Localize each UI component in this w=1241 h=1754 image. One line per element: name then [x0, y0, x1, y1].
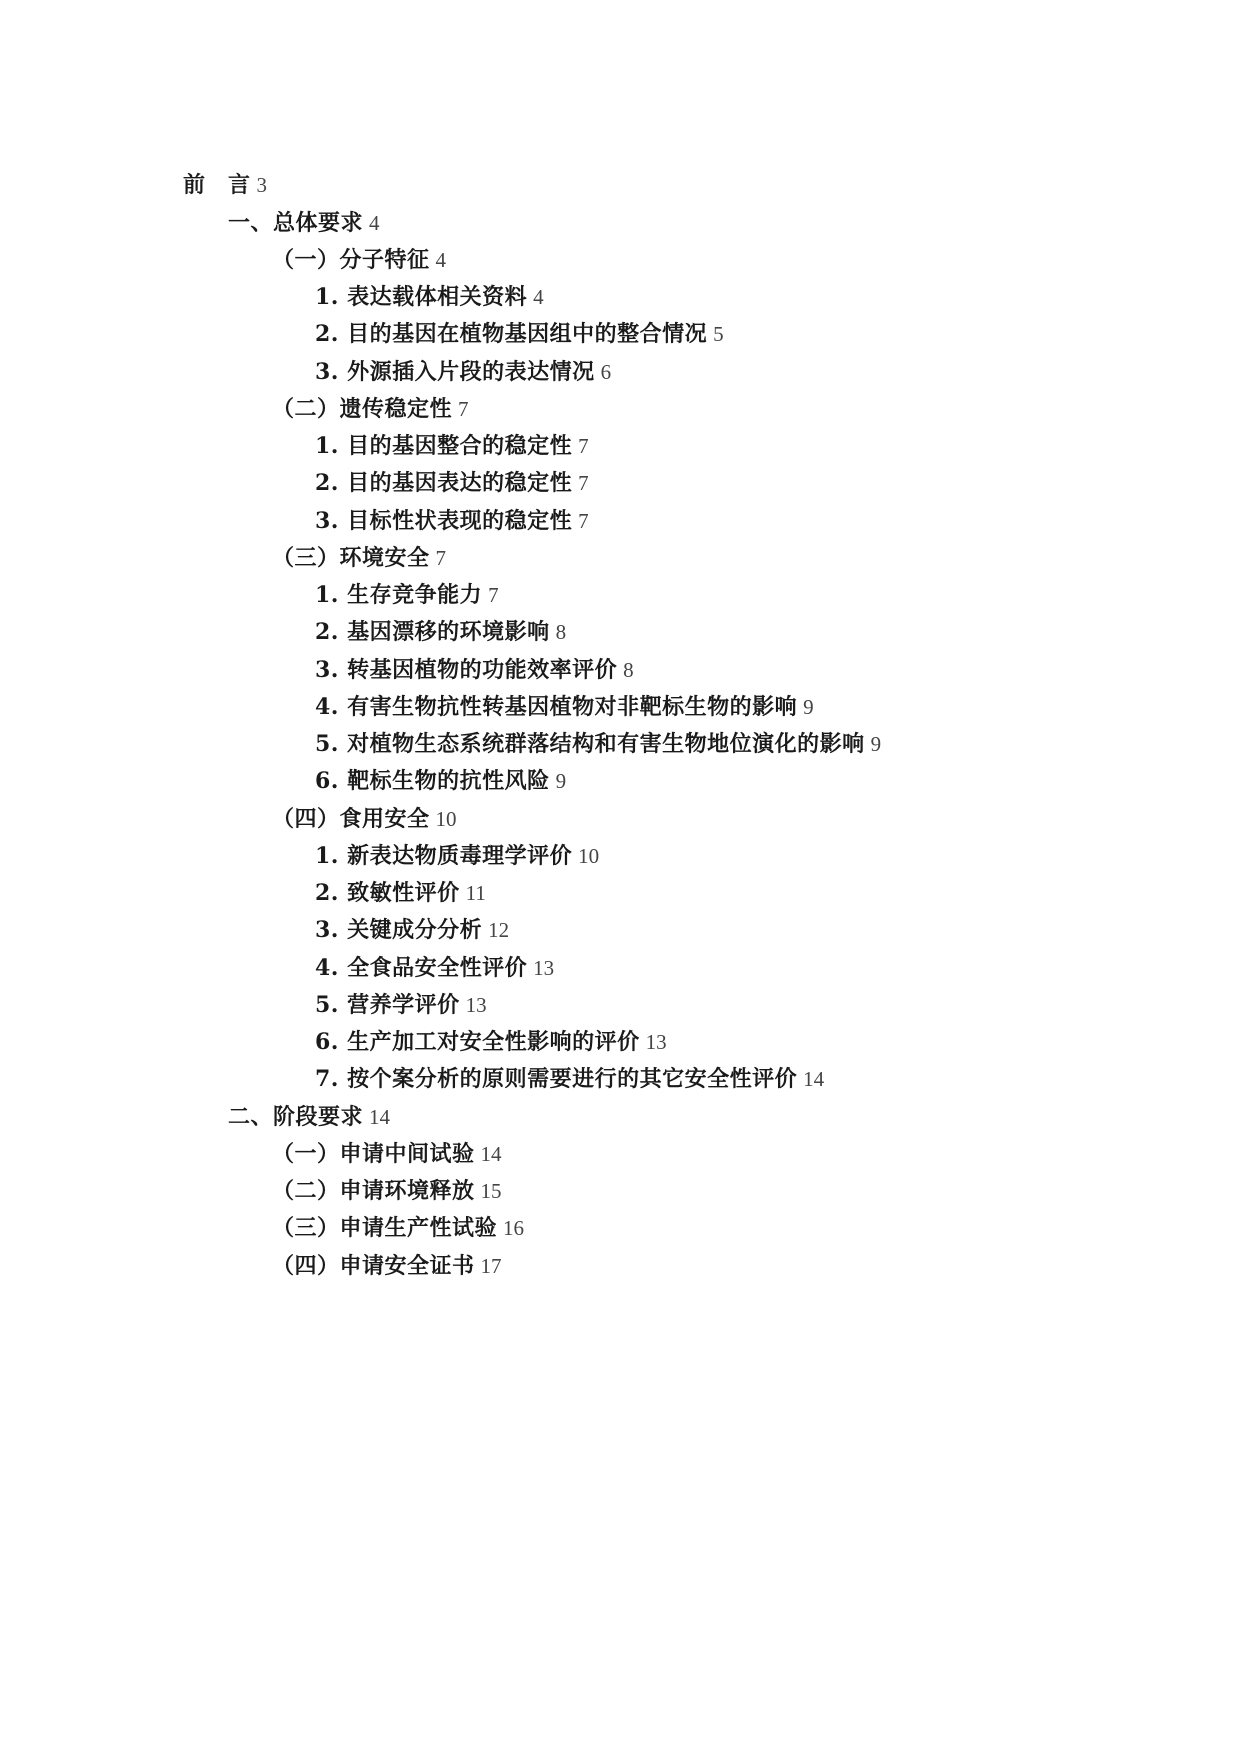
- toc-entry-general-requirements[interactable]: [228, 210, 380, 236]
- toc-entry[interactable]: [272, 1253, 502, 1279]
- toc-entry[interactable]: [315, 582, 499, 608]
- toc-entry-title: 4. 有害生物抗性转基因植物对非靶标生物的影响: [315, 694, 798, 720]
- toc-entry-page: 7: [578, 509, 589, 533]
- toc-entry[interactable]: [315, 917, 509, 943]
- toc-entry-page: 11: [465, 881, 486, 905]
- toc-entry-title: 1. 生存竞争能力: [315, 582, 483, 608]
- toc-entry-page: 13: [645, 1030, 667, 1054]
- toc-entry-page: 17: [480, 1254, 502, 1278]
- toc-entry[interactable]: [315, 1029, 667, 1055]
- toc-entry-title: 2. 目的基因在植物基因组中的整合情况: [315, 321, 708, 347]
- toc-entry-title: 3. 转基因植物的功能效率评价: [315, 657, 618, 683]
- toc-entry[interactable]: [315, 433, 589, 459]
- toc-entry-page: 4: [369, 211, 380, 235]
- toc-entry-title: 3. 关键成分分析: [315, 917, 483, 943]
- toc-entry-page: 14: [480, 1142, 502, 1166]
- toc-entry-page: 12: [488, 918, 510, 942]
- toc-entry-title: 6. 生产加工对安全性影响的评价: [315, 1029, 640, 1055]
- toc-entry-page: 9: [803, 695, 814, 719]
- toc-entry-title: 5. 对植物生态系统群落结构和有害生物地位演化的影响: [315, 731, 865, 757]
- toc-entry-page: 7: [458, 397, 469, 421]
- toc-entry-page: 3: [256, 173, 268, 197]
- toc-entry[interactable]: [315, 694, 814, 720]
- toc-entry[interactable]: [315, 843, 599, 869]
- toc-entry-title: 3. 目标性状表现的稳定性: [315, 508, 573, 534]
- toc-entry-title: （三）环境安全: [272, 545, 430, 571]
- toc-entry-page: 8: [623, 658, 634, 682]
- toc-entry-title: （四）申请安全证书: [272, 1253, 475, 1279]
- toc-entry-title: 2. 目的基因表达的稳定性: [315, 470, 573, 496]
- toc-entry-molecular-characteristics[interactable]: [272, 247, 446, 273]
- toc-entry-page: 10: [578, 844, 600, 868]
- toc-entry-page: 8: [555, 620, 567, 644]
- toc-entry-page: 4: [533, 285, 544, 309]
- toc-entry-title: （一）分子特征: [272, 247, 430, 273]
- toc-entry-title: 二、阶段要求: [228, 1104, 364, 1130]
- toc-entry[interactable]: [315, 992, 487, 1018]
- toc-entry-page: 14: [803, 1067, 825, 1091]
- toc-entry-title: 2. 致敏性评价: [315, 880, 460, 906]
- toc-entry-stage-requirements[interactable]: [228, 1104, 390, 1130]
- toc-entry-title: （二）遗传稳定性: [272, 396, 453, 422]
- toc-entry-page: 16: [503, 1216, 525, 1240]
- toc-entry-page: 9: [555, 769, 567, 793]
- toc-entry[interactable]: [272, 1215, 524, 1241]
- toc-entry-title: 7. 按个案分析的原则需要进行的其它安全性评价: [315, 1066, 798, 1092]
- toc-entry[interactable]: [315, 768, 566, 794]
- toc-entry-food-safety[interactable]: [272, 806, 457, 832]
- toc-entry-page: 9: [870, 732, 882, 756]
- toc-entry-page: 14: [369, 1105, 391, 1129]
- toc-entry-title: 4. 全食品安全性评价: [315, 955, 528, 981]
- toc-entry-genetic-stability[interactable]: [272, 396, 469, 422]
- toc-entry-page: 15: [480, 1179, 502, 1203]
- toc-entry-title: （四）食用安全: [272, 806, 430, 832]
- toc-entry-page: 5: [713, 322, 724, 346]
- toc-entry[interactable]: [315, 880, 486, 906]
- toc-entry-page: 10: [435, 807, 457, 831]
- toc-entry-page: 4: [435, 248, 447, 272]
- toc-entry-title: 一、总体要求: [228, 210, 364, 236]
- toc-entry-title: 1. 目的基因整合的稳定性: [315, 433, 573, 459]
- toc-entry-environmental-safety[interactable]: [272, 545, 446, 571]
- toc-entry-page: 13: [533, 956, 555, 980]
- toc-entry-page: 6: [600, 360, 612, 384]
- toc-entry-page: 7: [578, 434, 589, 458]
- toc-entry-title: （三）申请生产性试验: [272, 1215, 498, 1241]
- toc-entry-title: 1. 新表达物质毒理学评价: [315, 843, 573, 869]
- toc-entry-page: 13: [465, 993, 487, 1017]
- toc-entry-title: 6. 靶标生物的抗性风险: [315, 768, 550, 794]
- toc-entry[interactable]: [315, 731, 881, 757]
- toc-entry[interactable]: [315, 359, 611, 385]
- toc-entry-preface[interactable]: [183, 172, 267, 198]
- toc-entry[interactable]: [315, 619, 566, 645]
- toc-entry[interactable]: [272, 1178, 502, 1204]
- toc-entry[interactable]: [315, 470, 589, 496]
- toc-entry[interactable]: [315, 955, 554, 981]
- toc-entry-page: 7: [435, 546, 447, 570]
- toc-entry[interactable]: [315, 508, 589, 534]
- toc-entry-page: 7: [578, 471, 589, 495]
- toc-entry-title: （二）申请环境释放: [272, 1178, 475, 1204]
- toc-entry-title: 2. 基因漂移的环境影响: [315, 619, 550, 645]
- toc-entry[interactable]: [272, 1141, 502, 1167]
- toc-entry-title: 5. 营养学评价: [315, 992, 460, 1018]
- toc-entry[interactable]: [315, 284, 544, 310]
- toc-entry-title: 前 言: [183, 172, 251, 198]
- toc-entry-title: （一）申请中间试验: [272, 1141, 475, 1167]
- toc-entry[interactable]: [315, 1066, 824, 1092]
- toc-entry[interactable]: [315, 321, 724, 347]
- toc-entry-title: 3. 外源插入片段的表达情况: [315, 359, 595, 385]
- toc-entry-page: 7: [488, 583, 499, 607]
- toc-entry-title: 1. 表达载体相关资料: [315, 284, 528, 310]
- toc-entry[interactable]: [315, 657, 634, 683]
